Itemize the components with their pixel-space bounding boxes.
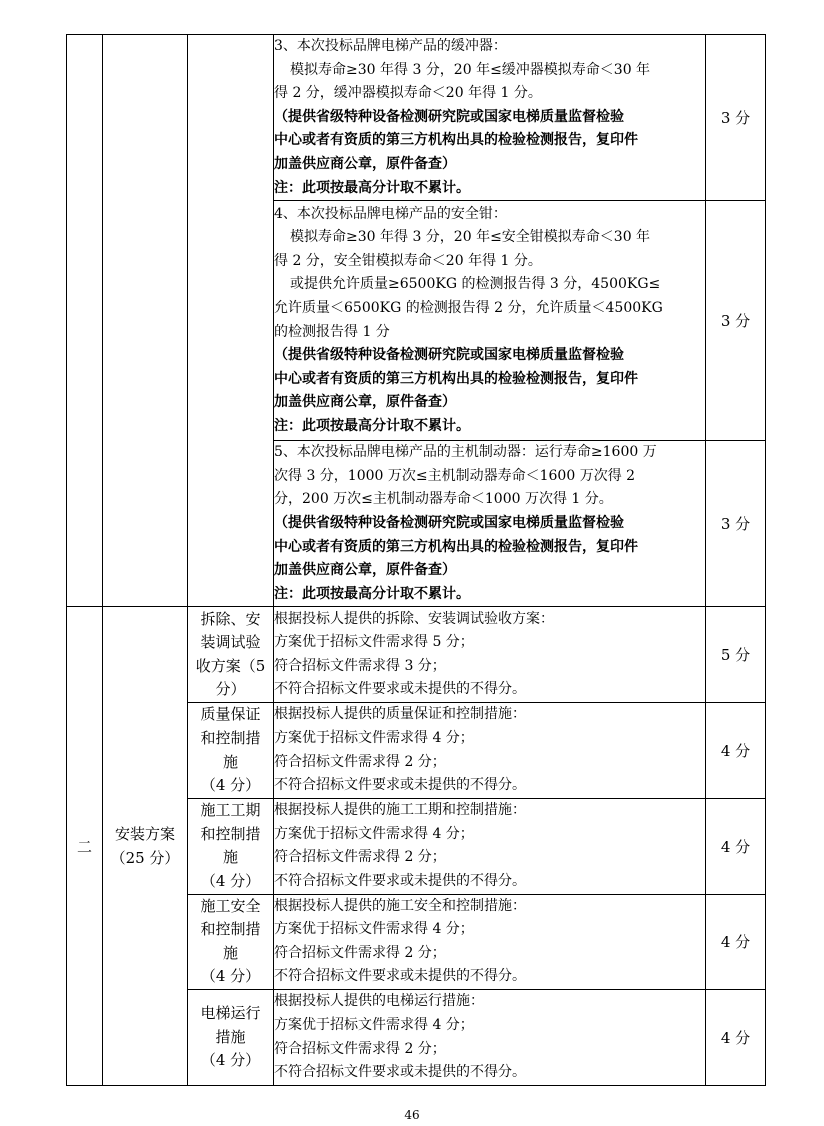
section-category xyxy=(103,607,188,1086)
criterion-description xyxy=(274,894,706,989)
criterion-name-line: 质量保证 xyxy=(200,705,261,724)
criterion-name-line: 分） xyxy=(215,680,246,699)
scoring-table-body xyxy=(67,35,766,1086)
description-line: 分，200 万次≤主机制动器寿命＜1000 万次得 1 分。 xyxy=(274,491,613,508)
score-cell: 3 分 xyxy=(706,201,766,441)
description-line: 或提供允许质量≥6500KG 的检测报告得 3 分，4500KG≤ xyxy=(290,276,661,293)
score-cell: 5 分 xyxy=(706,607,766,703)
table-row xyxy=(67,35,766,201)
description-line: 方案优于招标文件需求得 4 分； xyxy=(274,1016,474,1033)
page-number: 46 xyxy=(404,1108,420,1122)
description-line: 加盖供应商公章，原件备查） xyxy=(274,562,456,579)
criterion-name-line: （4 分） xyxy=(200,871,261,890)
description-line: 中心或者有资质的第三方机构出具的检验检测报告，复印件 xyxy=(274,370,638,387)
criterion-name xyxy=(188,990,274,1086)
criterion-name-line: 电梯运行 xyxy=(200,1004,261,1023)
criterion-name xyxy=(188,607,274,703)
description-line: 5、本次投标品牌电梯产品的主机制动器：运行寿命≥1600 万 xyxy=(274,444,657,461)
description-line: 中心或者有资质的第三方机构出具的检验检测报告，复印件 xyxy=(274,538,638,555)
description-line: 方案优于招标文件需求得 4 分； xyxy=(274,729,474,746)
criterion-name-line: 和控制措 xyxy=(200,824,261,843)
description-line: 次得 3 分，1000 万次≤主机制动器寿命＜1600 万次得 2 xyxy=(274,467,636,484)
description-line: 根据投标人提供的拆除、安装调试验收方案： xyxy=(274,610,554,627)
description-line: （提供省级特种设备检测研究院或国家电梯质量监督检验 xyxy=(274,108,624,125)
section-number-cell xyxy=(67,35,103,607)
description-line: （提供省级特种设备检测研究院或国家电梯质量监督检验 xyxy=(274,347,624,364)
description-line: 加盖供应商公章，原件备查） xyxy=(274,394,456,411)
description-line: 根据投标人提供的施工安全和控制措施： xyxy=(274,897,526,914)
criterion-name-line: 施 xyxy=(222,752,238,771)
section-category-line: （25 分） xyxy=(110,849,180,868)
description-line: 注：此项按最高分计取不累计。 xyxy=(274,418,470,435)
description-line: 允许质量＜6500KG 的检测报告得 2 分，允许质量＜4500KG xyxy=(274,300,663,317)
criterion-name-line: 施工安全 xyxy=(200,896,261,915)
table-row xyxy=(67,607,766,703)
criterion-description xyxy=(274,703,706,798)
criterion-description xyxy=(274,607,706,703)
criterion-name-line: （4 分） xyxy=(200,1051,261,1070)
category-cell xyxy=(103,35,188,607)
criterion-description xyxy=(274,201,706,441)
criterion-name-line: （4 分） xyxy=(200,967,261,986)
section-category-line: 安装方案 xyxy=(114,825,175,844)
description-line: 根据投标人提供的施工工期和控制措施： xyxy=(274,802,526,818)
description-line: 模拟寿命≥30 年得 3 分，20 年≤缓冲器模拟寿命＜30 年 xyxy=(290,61,651,78)
description-line: 得 2 分，安全钳模拟寿命＜20 年得 1 分。 xyxy=(274,252,542,269)
score-cell: 4 分 xyxy=(706,798,766,894)
description-line: 不符合招标文件要求或未提供的不得分。 xyxy=(274,968,526,985)
description-line: 的检测报告得 1 分 xyxy=(274,323,390,340)
criterion-name-line: 和控制措 xyxy=(200,728,261,747)
score-cell: 3 分 xyxy=(706,35,766,201)
criterion-name-line: 收方案（5 xyxy=(195,656,266,675)
criterion-name-line: 措施 xyxy=(215,1027,246,1046)
score-cell: 4 分 xyxy=(706,894,766,989)
criterion-name-line: 拆除、安 xyxy=(200,609,261,628)
criterion-name xyxy=(188,703,274,798)
description-line: 注：此项按最高分计取不累计。 xyxy=(274,585,470,602)
description-line: 不符合招标文件要求或未提供的不得分。 xyxy=(274,1064,526,1081)
description-line: （提供省级特种设备检测研究院或国家电梯质量监督检验 xyxy=(274,514,624,531)
description-line: 方案优于招标文件需求得 4 分； xyxy=(274,825,474,842)
criterion-name-line: 和控制措 xyxy=(200,920,261,939)
criterion-name-line: 装调试验 xyxy=(200,633,261,652)
criterion-description xyxy=(274,441,706,607)
description-line: 符合招标文件需求得 3 分； xyxy=(274,657,446,674)
criterion-description xyxy=(274,35,706,201)
criterion-description xyxy=(274,990,706,1086)
description-line: 不符合招标文件要求或未提供的不得分。 xyxy=(274,681,526,698)
description-line: 不符合招标文件要求或未提供的不得分。 xyxy=(274,872,526,889)
score-cell: 4 分 xyxy=(706,990,766,1086)
description-line: 中心或者有资质的第三方机构出具的检验检测报告，复印件 xyxy=(274,132,638,149)
description-line: 符合招标文件需求得 2 分； xyxy=(274,753,446,770)
description-line: 方案优于招标文件需求得 5 分； xyxy=(274,634,474,651)
description-line: 符合招标文件需求得 2 分； xyxy=(274,849,446,866)
criterion-name-line: 施 xyxy=(222,848,238,867)
criterion-name xyxy=(188,798,274,894)
description-line: 根据投标人提供的电梯运行措施： xyxy=(274,993,484,1010)
section-number: 二 xyxy=(67,607,103,1086)
criterion-name xyxy=(188,894,274,989)
description-line: 方案优于招标文件需求得 4 分； xyxy=(274,921,474,938)
description-line: 得 2 分，缓冲器模拟寿命＜20 年得 1 分。 xyxy=(274,85,542,102)
description-line: 3、本次投标品牌电梯产品的缓冲器： xyxy=(274,38,507,54)
criterion-name-line: 施 xyxy=(222,943,238,962)
score-cell: 3 分 xyxy=(706,441,766,607)
criterion-cell xyxy=(188,35,274,607)
description-line: 符合招标文件需求得 2 分； xyxy=(274,1040,446,1057)
description-line: 根据投标人提供的质量保证和控制措施： xyxy=(274,706,526,723)
score-cell: 4 分 xyxy=(706,703,766,798)
scoring-table xyxy=(66,34,766,1086)
description-line: 注：此项按最高分计取不累计。 xyxy=(274,179,470,196)
description-line: 模拟寿命≥30 年得 3 分，20 年≤安全钳模拟寿命＜30 年 xyxy=(290,229,651,246)
criterion-name-line: （4 分） xyxy=(200,776,261,795)
description-line: 4、本次投标品牌电梯产品的安全钳： xyxy=(274,205,507,222)
criterion-name-line: 施工工期 xyxy=(200,801,261,819)
description-line: 加盖供应商公章，原件备查） xyxy=(274,155,456,172)
description-line: 符合招标文件需求得 2 分； xyxy=(274,944,446,961)
criterion-description xyxy=(274,798,706,894)
description-line: 不符合招标文件要求或未提供的不得分。 xyxy=(274,777,526,794)
